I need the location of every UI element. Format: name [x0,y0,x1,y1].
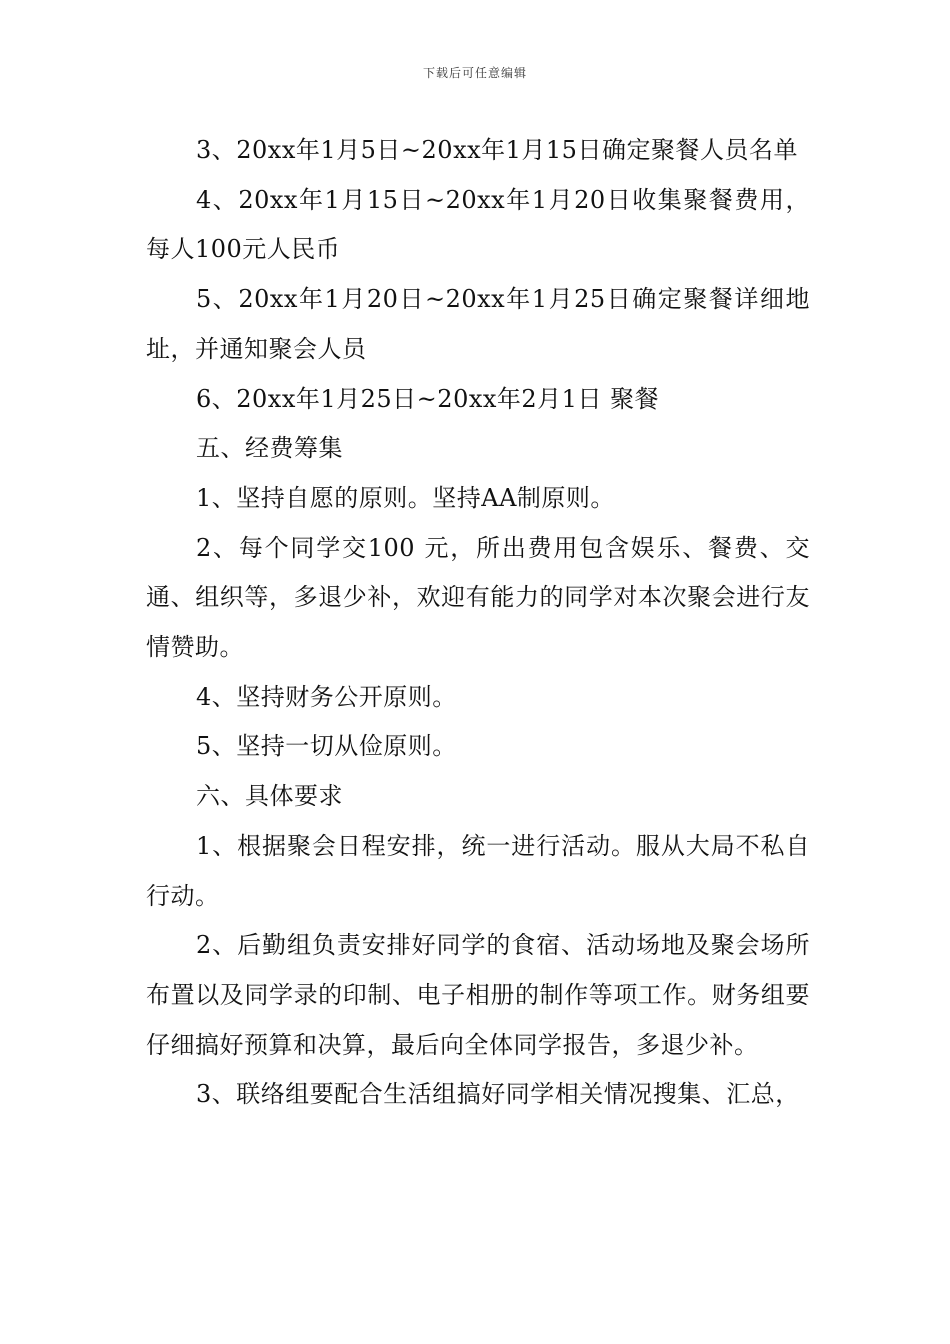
document-body [146,126,810,1120]
paragraph: 4、20xx年1月15日~20xx年1月20日收集聚餐费用，每人100元人民币 [146,185,810,264]
section-heading: 五、经费筹集 [196,434,343,463]
paragraph: 5、坚持一切从俭原则。 [196,732,457,761]
paragraph: 3、20xx年1月5日~20xx年1月15日确定聚餐人员名单 [196,136,798,164]
paragraph: 3、联络组要配合生活组搞好同学相关情况搜集、汇总， [196,1080,800,1109]
paragraph: 1、坚持自愿的原则。坚持AA制原则。 [196,483,615,512]
paragraph: 2、后勤组负责安排好同学的食宿、活动场地及聚会场所布置以及同学录的印制、电子相册的制作等项工作。财务组要仔细搞好预算和决算，最后向全体同学报告，多退少补。 [146,931,810,1059]
section-heading: 六、具体要求 [196,782,343,811]
paragraph: 1、根据聚会日程安排，统一进行活动。服从大局不私自行动。 [146,831,810,910]
page-header: 下载后可任意编辑 [422,66,527,80]
paragraph: 5、20xx年1月20日~20xx年1月25日确定聚餐详细地址，并通知聚会人员 [146,285,810,363]
paragraph: 2、每个同学交100 元，所出费用包含娱乐、餐费、交通、组织等，多退少补，欢迎有能力的同学对本次聚会进行友情赞助。 [146,533,810,662]
paragraph: 4、坚持财务公开原则。 [196,682,457,711]
paragraph: 6、20xx年1月25日~20xx年2月1日 聚餐 [196,384,660,413]
